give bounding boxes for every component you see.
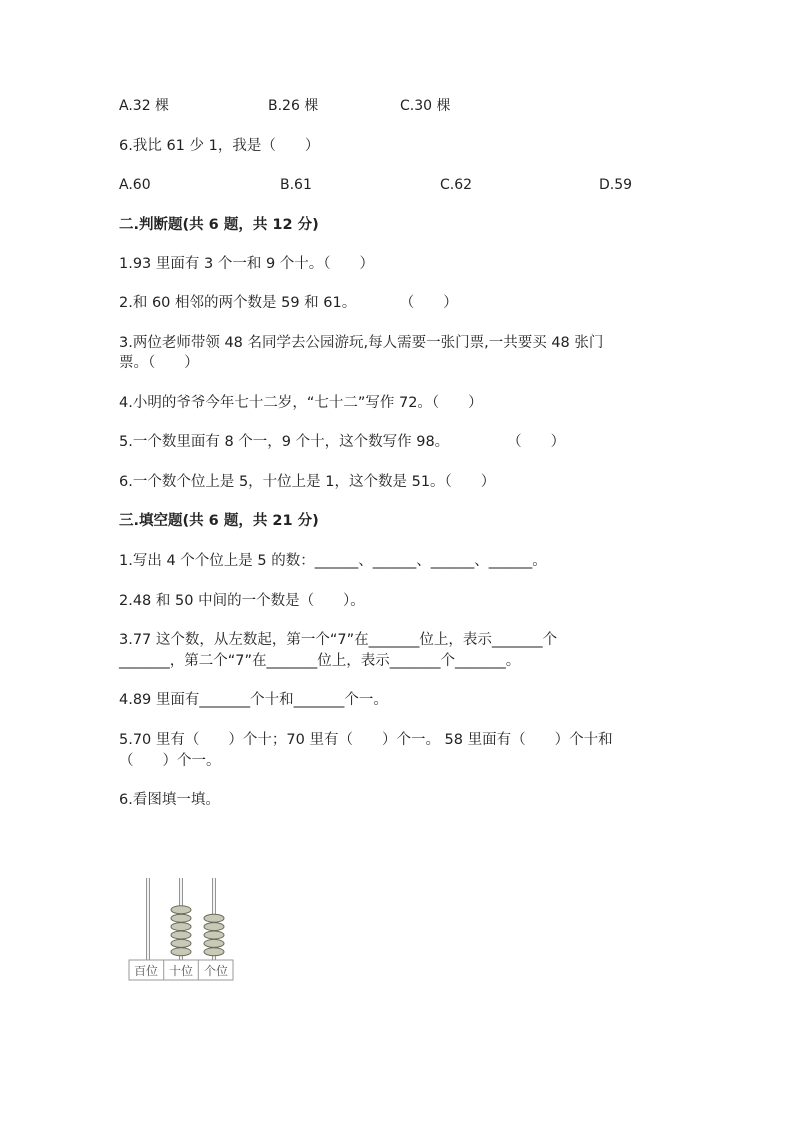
abacus-label-tens: 十位 — [168, 964, 194, 978]
judgement-item-3: 3.两位老师带领 48 名同学去公园游玩,每人需要一张门票,一共要买 48 张门 — [119, 335, 604, 351]
fill-item-6: 6.看图填一填。 — [119, 792, 220, 808]
option-a: A.32 棵 — [119, 98, 170, 114]
abacus-bead — [204, 931, 224, 939]
option-b: B.61 — [280, 177, 312, 193]
abacus-bead — [171, 931, 191, 939]
section-title-fill: 三.填空题(共 6 题，共 21 分) — [119, 513, 319, 529]
option-b: B.26 棵 — [268, 98, 319, 114]
abacus-bead — [171, 914, 191, 922]
option-c: C.62 — [440, 177, 473, 193]
abacus-bead — [171, 906, 191, 914]
option-c: C.30 棵 — [400, 98, 451, 114]
option-d: D.59 — [599, 177, 633, 193]
judgement-item-6: 6.一个数个位上是 5，十位上是 1，这个数是 51。（ ） — [119, 474, 496, 490]
judgement-item-4: 4.小明的爷爷今年七十二岁，“七十二”写作 72。（ ） — [119, 395, 483, 411]
abacus-bead — [171, 948, 191, 956]
abacus-bead — [204, 939, 224, 947]
judgement-item-1: 1.93 里面有 3 个一和 9 个十。（ ） — [119, 256, 375, 272]
abacus-bead — [204, 948, 224, 956]
abacus-figure — [128, 876, 234, 982]
fill-item-2: 2.48 和 50 中间的一个数是（ ）。 — [119, 593, 365, 609]
abacus-label-hundreds: 百位 — [133, 964, 159, 978]
abacus-bead — [171, 923, 191, 931]
abacus-label-ones: 个位 — [203, 964, 229, 978]
judgement-item-2: 2.和 60 相邻的两个数是 59 和 61。 （ ） — [119, 295, 458, 311]
fill-item-3: 3.77 这个数，从左数起，第一个“7”在_______位上，表示_______个 — [119, 632, 558, 648]
fill-item-5: 5.70 里有（ ）个十；70 里有（ ）个一。 58 里面有（ ）个十和 — [119, 732, 613, 748]
abacus-bead — [204, 923, 224, 931]
fill-item-4: 4.89 里面有_______个十和_______个一。 — [119, 692, 388, 708]
option-a: A.60 — [119, 177, 151, 193]
judgement-item-5: 5.一个数里面有 8 个一，9 个十，这个数写作 98。 （ ） — [119, 434, 566, 450]
abacus-bead — [204, 914, 224, 922]
judgement-item-3-cont: 票。（ ） — [119, 355, 199, 371]
section-title-judgement: 二.判断题(共 6 题，共 12 分) — [119, 217, 319, 233]
fill-item-5-cont: （ ）个一。 — [119, 753, 221, 769]
fill-item-1: 1.写出 4 个个位上是 5 的数：______、______、______、______。 — [119, 553, 547, 569]
fill-item-3-cont: _______，第二个“7”在_______位上，表示_______个_______。 — [119, 653, 521, 669]
question-6: 6.我比 61 少 1，我是（ ） — [119, 138, 320, 154]
abacus-bead — [171, 939, 191, 947]
